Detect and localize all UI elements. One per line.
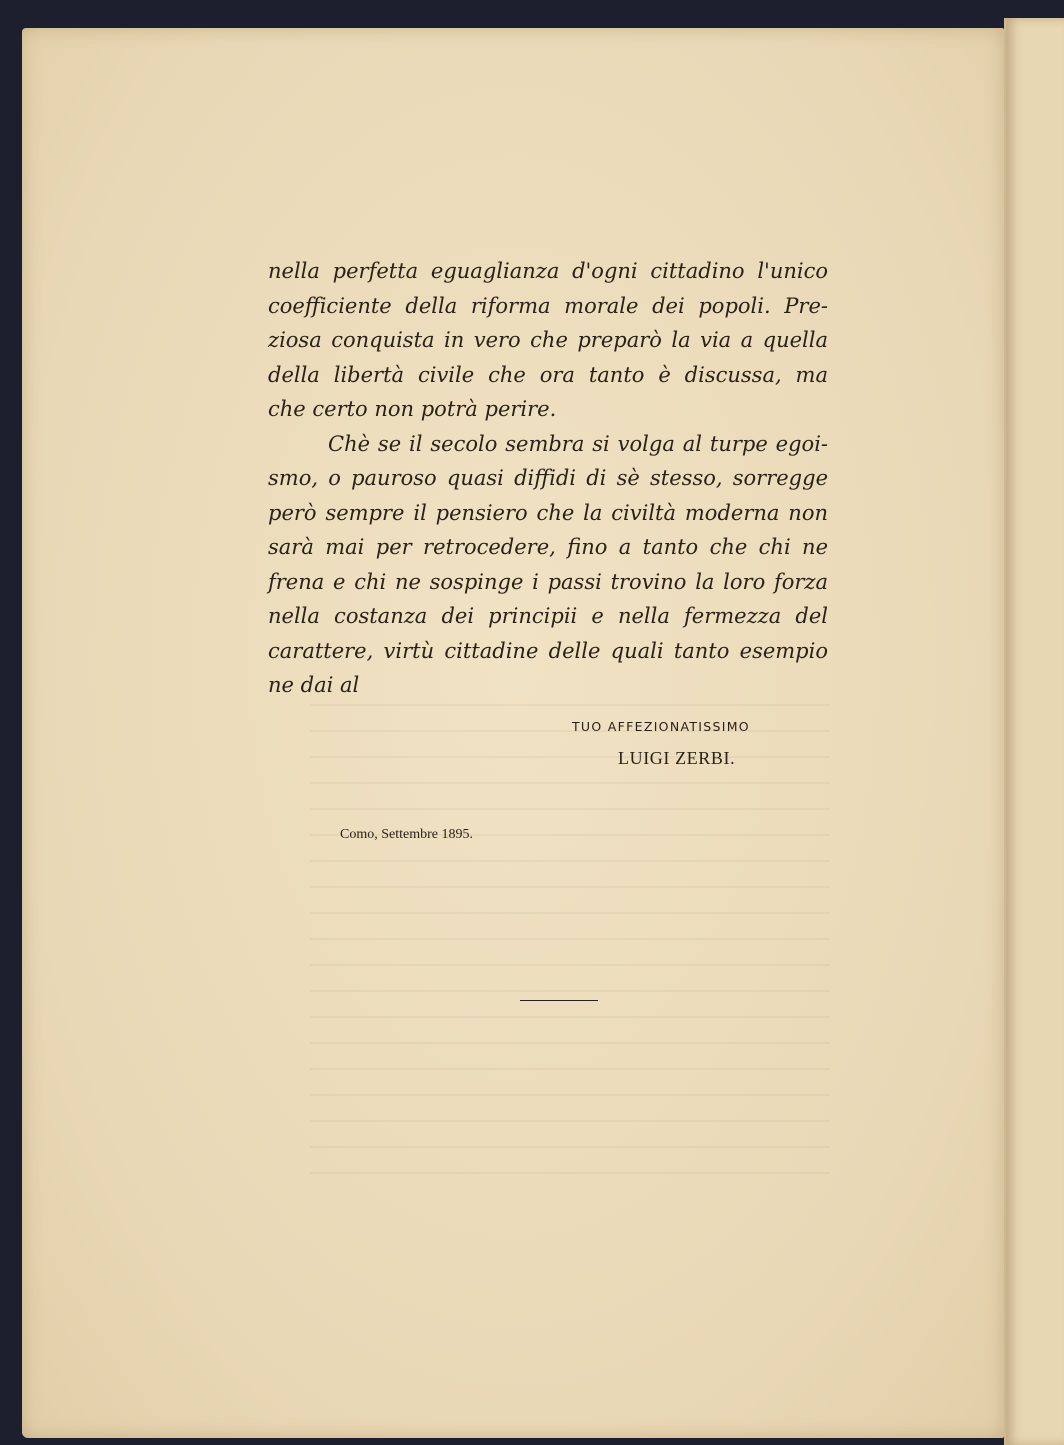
- text-line: ne dai al: [268, 673, 360, 697]
- adjacent-page-edge: [1004, 18, 1064, 1445]
- text-line: Chè se il secolo sembra si volga al turpe egoi-: [328, 431, 828, 456]
- text-line: coefficiente della riforma morale dei popoli. Pre-: [268, 293, 828, 318]
- body-text: [268, 254, 828, 703]
- text-line: però sempre il pensiero che la civiltà moderna non: [268, 500, 828, 525]
- text-line: frena e chi ne sospinge i passi trovino la loro forza: [268, 569, 828, 594]
- text-line: carattere, virtù cittadine delle quali tanto esempio: [268, 638, 828, 663]
- text-line: ziosa conquista in vero che preparò la via a quella: [268, 328, 828, 352]
- author-signature: LUIGI ZERBI.: [618, 748, 736, 768]
- closing-signoff: TUO AFFEZIONATISSIMO: [572, 719, 750, 734]
- text-line: smo, o pauroso quasi diffidi di sè stesso, sorregge: [268, 466, 828, 490]
- text-line: sarà mai per retrocedere, fino a tanto che chi ne: [268, 535, 828, 559]
- closing-rule: [520, 1000, 598, 1001]
- place-and-date: Como, Settembre 1895.: [340, 827, 473, 842]
- text-line: nella costanza dei principii e nella fermezza del: [268, 604, 828, 628]
- text-line: della libertà civile che ora tanto è discussa, ma: [268, 362, 828, 387]
- text-line: nella perfetta eguaglianza d'ogni cittadino l'unico: [268, 259, 828, 283]
- text-line: che certo non potrà perire.: [268, 397, 557, 421]
- show-through-texture: [310, 680, 830, 1180]
